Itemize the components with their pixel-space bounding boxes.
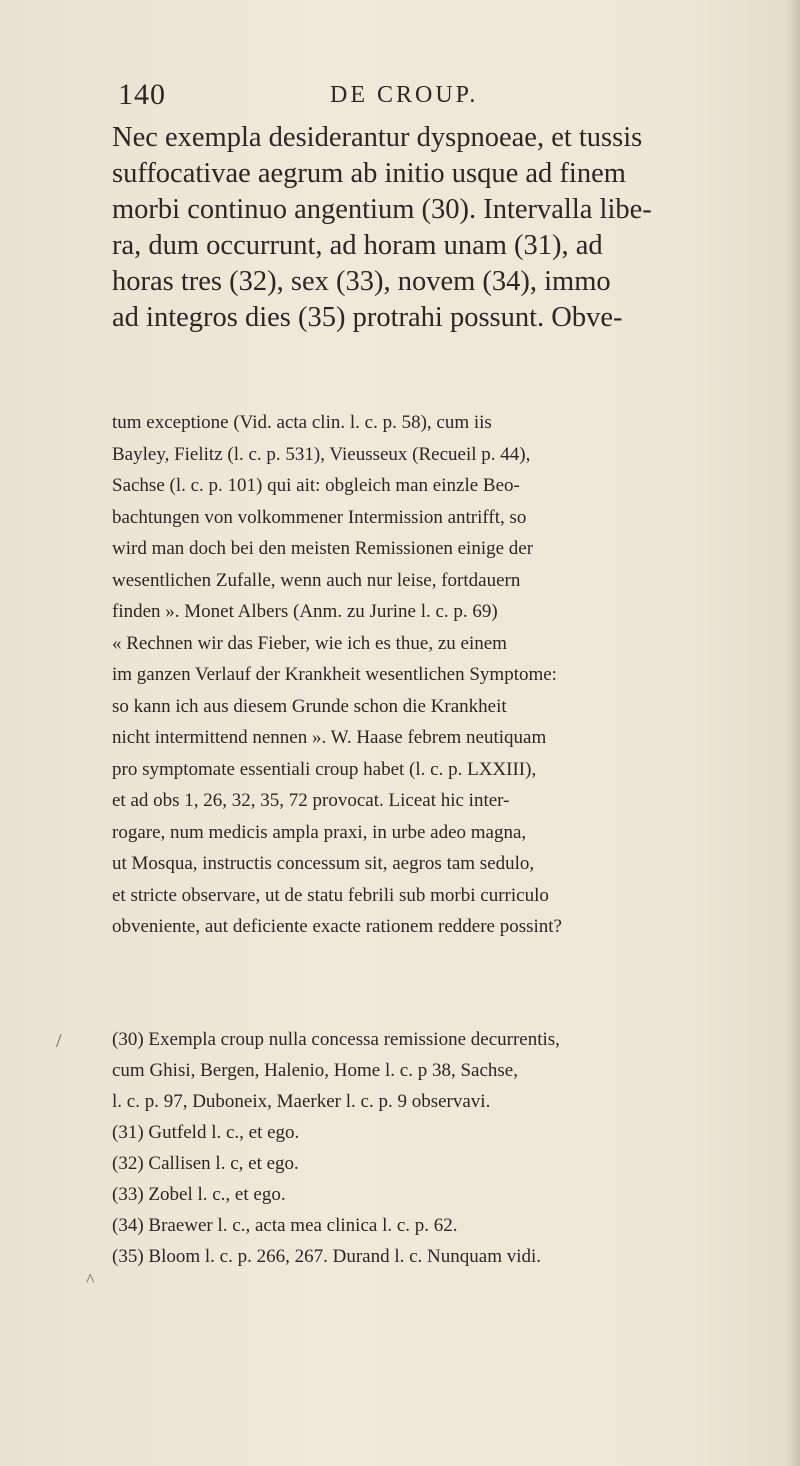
note-line: pro symptomate essentiali croup habet (l. c. p. LXXIII), — [112, 758, 537, 780]
footnote-line: (34) Braewer l. c., acta mea clinica l. c. p. 62. — [112, 1215, 458, 1236]
pencil-mark-icon: ^ — [86, 1270, 95, 1290]
note-line: bachtungen von volkommener Intermission antrifft, so — [112, 506, 527, 528]
main-line: ra, dum occurrunt, ad horam unam (31), ad — [112, 230, 603, 261]
note-line: wesentlichen Zufalle, wenn auch nur leise, fortdauern — [112, 569, 521, 591]
main-line: ad integros dies (35) protrahi possunt. Obve- — [112, 302, 623, 333]
main-paragraph — [112, 120, 712, 336]
main-line: Nec exempla desiderantur dyspnoeae, et tussis — [112, 122, 643, 153]
note-line: tum exceptione (Vid. acta clin. l. c. p. 58), cum iis — [112, 412, 492, 433]
note-line: et ad obs 1, 26, 32, 35, 72 provocat. Liceat hic inter- — [112, 790, 510, 811]
note-line: Bayley, Fielitz (l. c. p. 531), Vieusseux (Recueil p. 44), — [112, 443, 531, 465]
running-head — [0, 78, 800, 118]
main-line: suffocativae aegrum ab initio usque ad finem — [112, 158, 626, 189]
note-line: et stricte observare, ut de statu febrili sub morbi curriculo — [112, 884, 549, 906]
note-line: nicht intermittend nennen ». W. Haase febrem neutiquam — [112, 727, 547, 748]
running-title: DE CROUP. — [330, 82, 479, 108]
note-line: « Rechnen wir das Fieber, wie ich es thue, zu einem — [112, 632, 507, 654]
note-line: wird man doch bei den meisten Remissionen einige der — [112, 538, 534, 559]
pencil-mark-icon: / — [56, 1030, 62, 1052]
footnote-line: (32) Callisen l. c, et ego. — [112, 1153, 299, 1174]
note-line: Sachse (l. c. p. 101) qui ait: obgleich man einzle Beo- — [112, 475, 520, 496]
footnotes — [112, 1024, 712, 1272]
note-line: finden ». Monet Albers (Anm. zu Jurine l. c. p. 69) — [112, 601, 498, 622]
main-line: morbi continuo angentium (30). Intervalla libe- — [112, 194, 652, 225]
footnote-line: l. c. p. 97, Duboneix, Maerker l. c. p. 9 observavi. — [112, 1091, 491, 1112]
footnote-line: (35) Bloom l. c. p. 266, 267. Durand l. c. Nunquam vidi. — [112, 1246, 542, 1267]
footnote-line: (31) Gutfeld l. c., et ego. — [112, 1122, 300, 1143]
note-paragraph — [112, 407, 712, 943]
footnote-line: (33) Zobel l. c., et ego. — [112, 1184, 286, 1205]
page-number: 140 — [118, 78, 166, 111]
note-line: rogare, num medicis ampla praxi, in urbe adeo magna, — [112, 821, 527, 843]
note-line: obveniente, aut deficiente exacte rationem reddere possint? — [112, 916, 562, 937]
footnote-line: (30) Exempla croup nulla concessa remissione decurrentis, — [112, 1029, 560, 1050]
note-line: im ganzen Verlauf der Krankheit wesentlichen Symptome: — [112, 664, 557, 685]
footnote-line: cum Ghisi, Bergen, Halenio, Home l. c. p 38, Sachse, — [112, 1060, 518, 1081]
note-line: ut Mosqua, instructis concessum sit, aegros tam sedulo, — [112, 853, 535, 874]
page-edge-shadow — [786, 0, 800, 1466]
main-line: horas tres (32), sex (33), novem (34), immo — [112, 266, 611, 297]
note-line: so kann ich aus diesem Grunde schon die Krankheit — [112, 695, 507, 717]
